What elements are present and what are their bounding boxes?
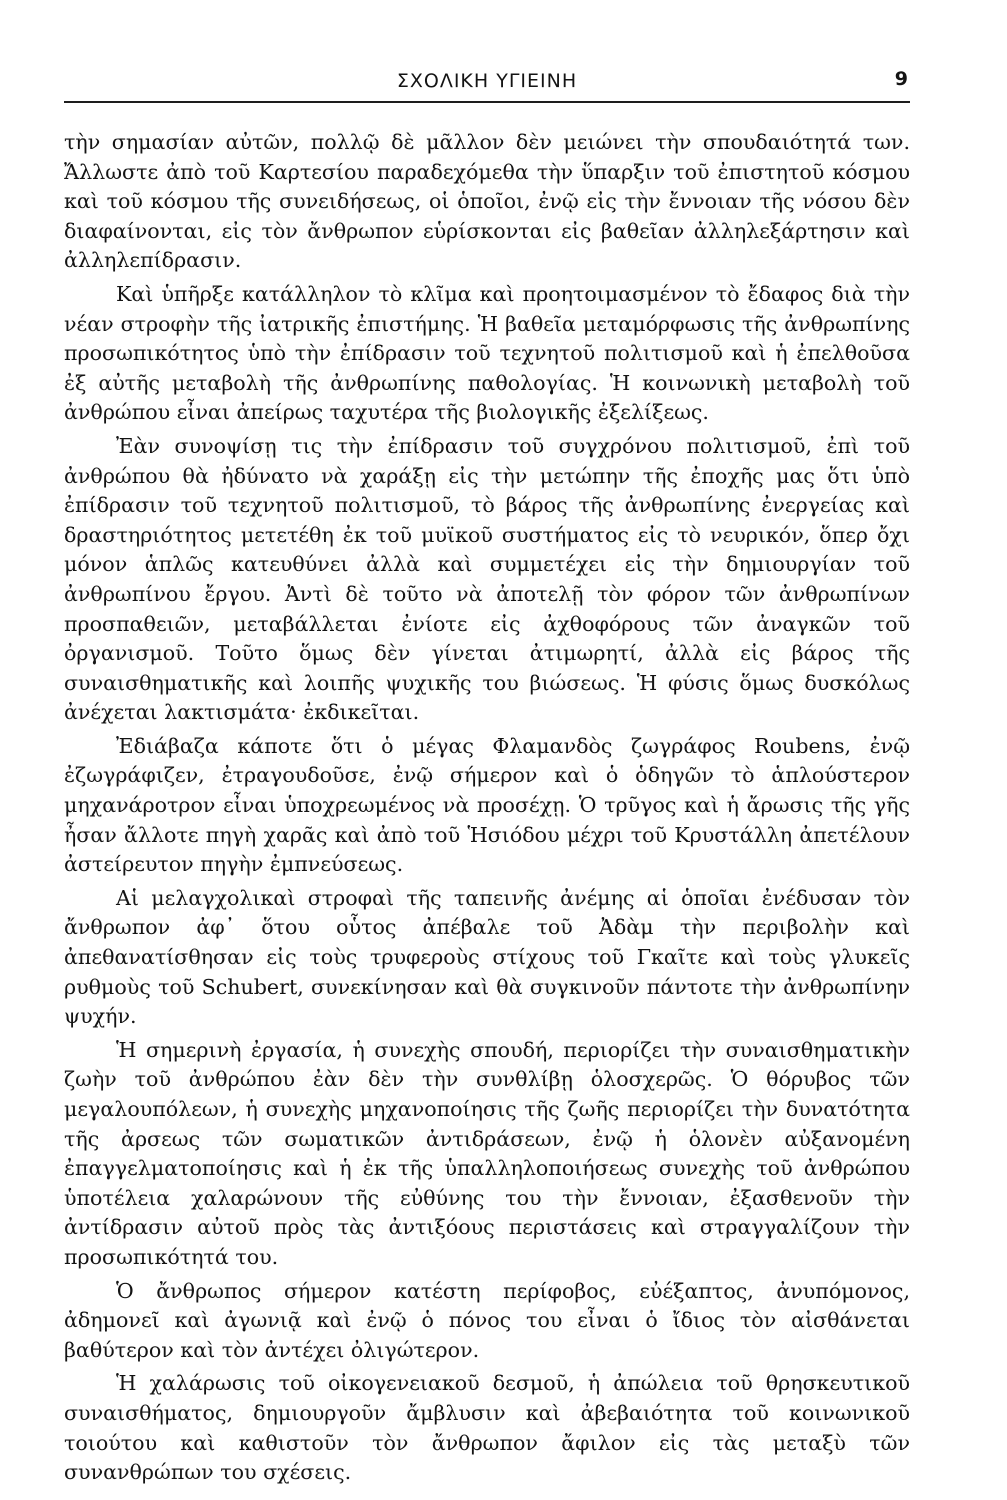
body-text — [64, 128, 910, 1492]
paragraph: Ἡ χαλάρωσις τοῦ οἰκογενειακοῦ δεσμοῦ, ἡ ἀπώλεια τοῦ θρησκευτικοῦ συναισθήματος, δημιουργοῦν ἄμβλυσιν καὶ ἀβεβαιότητα τοῦ κοινωνικοῦ τοιούτου καὶ καθιστοῦν τὸν ἄνθρωπον ἄφιλον εἰς τὰς μεταξὺ τῶν συνανθρώπων του σχέσεις. — [64, 1371, 910, 1485]
page-number: 9 — [894, 68, 908, 90]
paragraph: Ἐὰν συνοψίσῃ τις τὴν ἐπίδρασιν τοῦ συγχρόνου πολιτισμοῦ, ἐπὶ τοῦ ἀνθρώπου θὰ ἠδύνατο νὰ χαράξῃ εἰς τὴν μετώπην τῆς ἐποχῆς μας ὅτι ὑπὸ ἐπίδρασιν τοῦ τεχνητοῦ πολιτισμοῦ, τὸ βάρος τῆς ἀνθρωπίνης ἐνεργείας καὶ δραστηριότητος μετετέθη ἐκ τοῦ μυϊκοῦ συστήματος εἰς τὸ νευρικόν, ὅπερ ὄχι μόνον ἁπλῶς κατευθύνει ἀλλὰ καὶ συμμετέχει εἰς τὴν δημιουργίαν τοῦ ἀνθρωπίνου ἔργου. Ἀντὶ δὲ τοῦτο νὰ ἀποτελῇ τὸν φόρον τῶν ἀνθρωπίνων προσπαθειῶν, μεταβάλλεται ἐνίοτε εἰς ἀχθοφόρους τῶν ἀναγκῶν τοῦ ὀργανισμοῦ. Τοῦτο ὅμως δὲν γίνεται ἀτιμωρητί, ἀλλὰ εἰς βάρος τῆς συναισθηματικῆς καὶ λοιπῆς ψυχικῆς του βιώσεως. Ἡ φύσις ὅμως δυσκόλως ἀνέχεται λακτισμάτα· ἐκδικεῖται. — [64, 433, 910, 725]
paragraph: Καὶ ὑπῆρξε κατάλληλον τὸ κλῖμα καὶ προητοιμασμένον τὸ ἔδαφος διὰ τὴν νέαν στροφὴν τῆς ἰατρικῆς ἐπιστήμης. Ἡ βαθεῖα μεταμόρφωσις τῆς ἀνθρωπίνης προσωπικότητος ὑπὸ τὴν ἐπίδρασιν τοῦ τεχνητοῦ πολιτισμοῦ καὶ ἡ ἐπελθοῦσα ἐξ αὐτῆς μεταβολὴ τῆς ἀνθρωπίνης παθολογίας. Ἡ κοινωνικὴ μεταβολὴ τοῦ ἀνθρώπου εἶναι ἀπείρως ταχυτέρα τῆς βιολογικῆς ἐξελίξεως. — [64, 281, 910, 425]
paragraph: Ἐδιάβαζα κάποτε ὅτι ὁ μέγας Φλαμανδὸς ζωγράφος Roubens, ἐνῷ ἐζωγράφιζεν, ἐτραγουδοῦσε, ἐνῷ σήμερον καὶ ὁ ὁδηγῶν τὸ ἁπλούστερον μηχανάροτρον εἶναι ὑποχρεωμένος νὰ προσέχῃ. Ὁ τρῦγος καὶ ἡ ἄρωσις τῆς γῆς ἦσαν ἄλλοτε πηγὴ χαρᾶς καὶ ἀπὸ τοῦ Ἡσιόδου μέχρι τοῦ Κρυστάλλη ἀπετέλουν ἀστείρευτον πηγὴν ἐμπνεύσεως. — [64, 733, 910, 877]
paragraph: Αἱ μελαγχολικαὶ στροφαὶ τῆς ταπεινῆς ἀνέμης αἱ ὁποῖαι ἐνέδυσαν τὸν ἄνθρωπον ἀφ᾽ ὅτου οὗτος ἀπέβαλε τοῦ Ἀδὰμ τὴν περιβολὴν καὶ ἀπεθανατίσθησαν εἰς τοὺς τρυφεροὺς στίχους τοῦ Γκαῖτε καὶ τοὺς γλυκεῖς ρυθμοὺς τοῦ Schubert, συνεκίνησαν καὶ θὰ συγκινοῦν πάντοτε τὴν ἀνθρωπίνην ψυχήν. — [64, 885, 910, 1029]
running-header — [64, 70, 910, 102]
running-title: ΣΧΟΛΙΚΗ ΥΓΙΕΙΝΗ — [396, 70, 578, 92]
paragraph: τὴν σημασίαν αὐτῶν, πολλῷ δὲ μᾶλλον δὲν μειώνει τὴν σπουδαιότητά των. Ἄλλωστε ἀπὸ τοῦ Καρτεσίου παραδεχόμεθα τὴν ὕπαρξιν τοῦ ἐπιστητοῦ κόσμου καὶ τοῦ κόσμου τῆς συνειδήσεως, οἱ ὁποῖοι, ἐνῷ εἰς τὴν ἔννοιαν τῆς νόσου δὲν διαφαίνονται, εἰς τὸν ἄνθρωπον εὑρίσκονται εἰς βαθεῖαν ἀλληλεξάρτησιν καὶ ἀλληλεπίδρασιν. — [64, 130, 910, 273]
paragraph: Ὁ ἄνθρωπος σήμερον κατέστη περίφοβος, εὐέξαπτος, ἀνυπόμονος, ἀδημονεῖ καὶ ἀγωνιᾷ καὶ ἐνῷ ὁ πόνος του εἶναι ὁ ἴδιος τὸν αἰσθάνεται βαθύτερον καὶ τὸν ἀντέχει ὀλιγώτερον. — [64, 1278, 910, 1362]
header-rule — [64, 101, 910, 103]
paragraph: Ἡ σημερινὴ ἐργασία, ἡ συνεχὴς σπουδή, περιορίζει τὴν συναισθηματικὴν ζωὴν τοῦ ἀνθρώπου ἐὰν δὲν τὴν συνθλίβῃ ὁλοσχερῶς. Ὁ θόρυβος τῶν μεγαλουπόλεων, ἡ συνεχὴς μηχανοποίησις τῆς ζωῆς περιορίζει τὴν δυνατότητα τῆς ἀρσεως τῶν σωματικῶν ἀντιδράσεων, ἐνῷ ἡ ὁλονὲν αὐξανομένη ἐπαγγελματοποίησις καὶ ἡ ἐκ τῆς ὑπαλληλοποιήσεως συνεχὴς τοῦ ἀνθρώπου ὑποτέλεια χαλαρώνουν τῆς εὐθύνης του τὴν ἔννοιαν, ἐξασθενοῦν τὴν ἀντίδρασιν αὐτοῦ πρὸς τὰς ἀντιξόους περιστάσεις καὶ στραγγαλίζουν τὴν προσωπικότητά του. — [64, 1037, 910, 1269]
